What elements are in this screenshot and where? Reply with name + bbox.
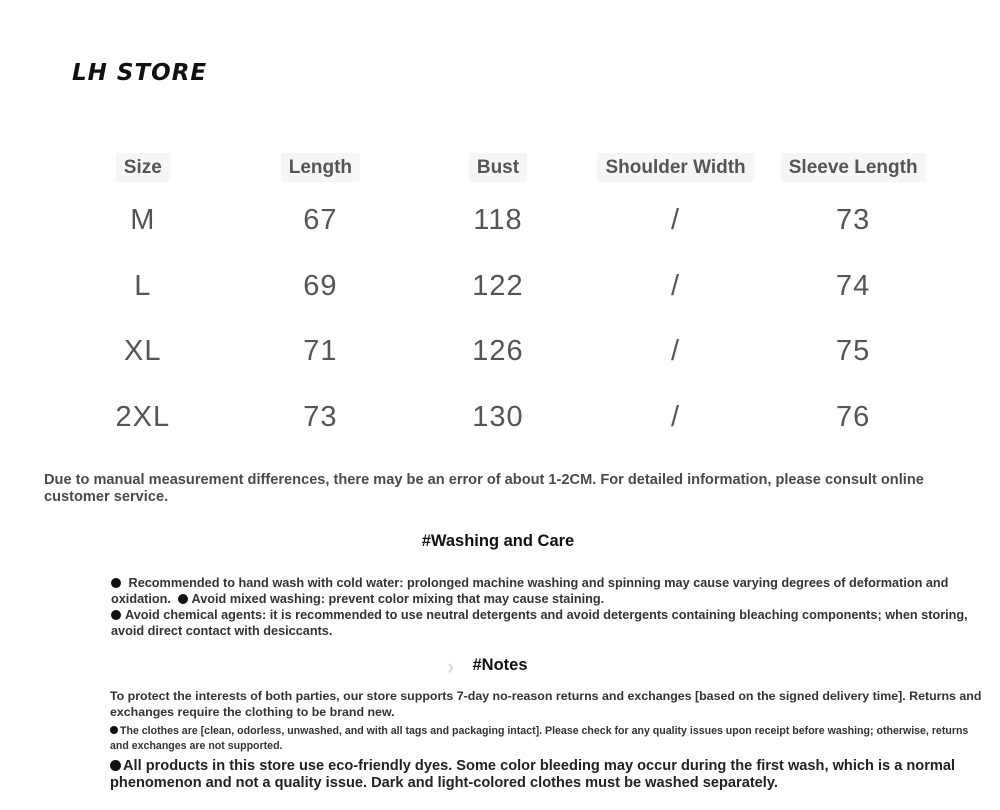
sleeve-length-cell: 74 (836, 269, 871, 302)
care-list-item (111, 607, 986, 639)
sleeve-length-cell: 73 (836, 204, 871, 236)
brand-logo: LH STORE (72, 60, 208, 86)
care-item-text: Avoid mixed washing: prevent color mixing that may cause staining. (191, 592, 605, 606)
header-shoulder-width-label: Shoulder Width (597, 153, 753, 182)
header-length-label: Length (281, 153, 360, 182)
header-sleeve-length (764, 148, 942, 188)
size-cell: 2XL (115, 400, 171, 433)
notes-item (110, 758, 990, 792)
care-item-text: Recommended to hand wash with cold water: prolonged machine washing and spinning may cause varying degrees of deformation and oxidation. (111, 576, 949, 606)
header-length (232, 148, 410, 188)
header-size (54, 148, 232, 188)
table-row (54, 188, 942, 254)
table-row (54, 254, 942, 320)
header-bust (409, 148, 587, 188)
table-row (54, 385, 942, 451)
notes-item: To protect the interests of both parties, our store supports 7-day no-reason returns and exchanges [based on the signed delivery time]. Returns and exchanges require the clothing to be brand new. (110, 689, 982, 719)
chevron-right-icon: › (447, 654, 455, 679)
size-cell: L (134, 269, 152, 302)
bust-cell: 118 (473, 204, 523, 236)
bullet-dot-icon (110, 726, 118, 734)
header-sleeve-length-label: Sleeve Length (781, 153, 926, 182)
length-cell: 71 (303, 335, 338, 367)
header-size-label: Size (116, 153, 170, 182)
bust-cell: 122 (472, 269, 524, 302)
notes-item (110, 724, 990, 753)
shoulder-width-cell: / (671, 335, 681, 367)
notes-item-text: The clothes are [clean, odorless, unwashed, and with all tags and packaging intact]. Please check for any quality issues upon receipt before washing; otherwise, returns and exchanges are not supported. (110, 725, 969, 752)
sleeve-length-cell: 76 (836, 400, 871, 433)
table-row (54, 319, 942, 385)
header-bust-label: Bust (469, 153, 527, 182)
care-item-text: Avoid chemical agents: it is recommended to use neutral detergents and avoid detergents containing bleaching components; when storing, avoid direct contact with desiccants. (111, 608, 968, 638)
sleeve-length-cell: 75 (836, 335, 871, 367)
bullet-dot-icon (111, 578, 121, 588)
length-cell: 73 (303, 400, 338, 433)
shoulder-width-cell: / (671, 269, 681, 302)
measurement-disclaimer: Due to manual measurement differences, there may be an error of about 1-2CM. For detailed information, please consult online customer service. (44, 472, 924, 505)
size-chart-header-row (54, 148, 942, 188)
washing-care-title: #Washing and Care (421, 532, 575, 550)
care-list-item (111, 575, 986, 607)
bust-cell: 130 (472, 400, 524, 433)
notes-title: #Notes (472, 656, 528, 674)
size-cell: XL (124, 335, 162, 367)
notes-item-text: All products in this store use eco-friendly dyes. Some color bleeding may occur during the first wash, which is a normal phenomenon and not a quality issue. Dark and light-colored clothes must be washed separately. (110, 758, 956, 791)
length-cell: 69 (303, 269, 338, 302)
bullet-dot-icon (178, 594, 188, 604)
bullet-dot-icon (111, 610, 121, 620)
header-shoulder-width (587, 148, 765, 188)
size-cell: M (130, 204, 156, 236)
shoulder-width-cell: / (671, 204, 681, 236)
bust-cell: 126 (472, 335, 524, 367)
bullet-dot-icon (110, 760, 121, 771)
length-cell: 67 (303, 204, 338, 236)
size-chart-table (54, 148, 942, 450)
shoulder-width-cell: / (671, 400, 681, 433)
